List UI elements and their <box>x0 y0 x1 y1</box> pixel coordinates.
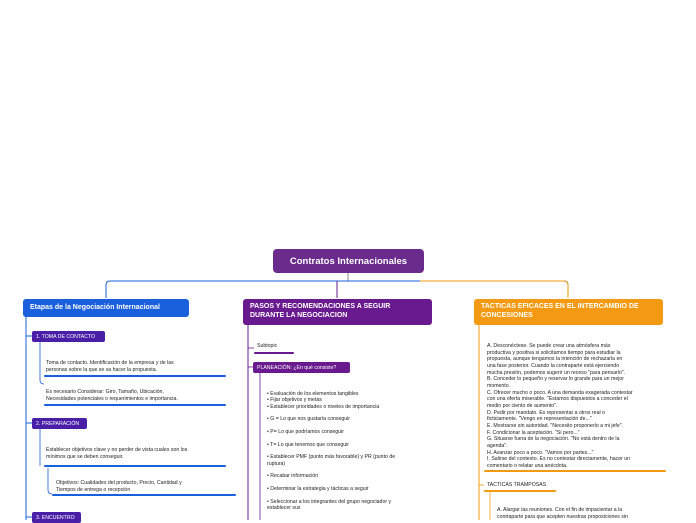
text-line: A. Alargar las reuniones. Con el fin de impacientar a la <box>497 507 623 513</box>
text-line: I. Salirse del contexto. Es no contestar directamente, hacer un <box>487 456 631 463</box>
underline-bar <box>52 494 236 496</box>
text-line: propuesta, aunque tengamos la intención de rechazarla en <box>487 356 623 363</box>
text-line: • Establecer PMF (punto más favorable) y PR (punto de <box>267 454 396 461</box>
subtopic-tacticas-tramposas[interactable]: TACTICAS TRAMPOSAS <box>487 482 547 488</box>
text-objetivos-clave <box>46 447 187 461</box>
root-topic[interactable]: Contratos Internacionales <box>273 249 424 273</box>
text-line: C. Ofrecer mucho o poco. A una demanda exagerada contestar <box>487 389 633 396</box>
text-line: mucha presión, podemos sugerir un receso "para pensarlo". <box>487 369 626 376</box>
text-line: Establecer objetivos clave y no perder de vista cuales son los <box>46 447 188 453</box>
text-line: ficticiamente. "Vengo en representación de..." <box>487 416 592 423</box>
subtopic-label[interactable]: Subtopic <box>257 343 278 349</box>
underline-bar <box>254 352 294 354</box>
text-considerar <box>46 389 178 403</box>
tag-preparacion[interactable]: 2. PREPARACIÓN <box>32 418 87 429</box>
text-planeacion <box>267 391 395 512</box>
text-line: G. Situarse fuera de la negociación. "No está dentro de la <box>487 436 620 443</box>
text-line: • Determinar la estrategia y tácticas a seguir <box>267 486 369 493</box>
text-tacticas-eficaces <box>487 343 633 469</box>
text-line: • Fijar objetivos y metas <box>267 397 322 404</box>
text-line: • T= Lo que tenemos que conseguir <box>267 441 350 448</box>
text-line: con una oferta miserable. "Estamos dispuestos a conceder el <box>487 396 628 403</box>
text-line: D. Pedir por mandato. Es representar a otros real o <box>487 409 605 416</box>
branch-tacticas-eficaces[interactable]: TACTICAS EFICACES EN EL INTERCAMBIO DE CONCESIONES <box>474 299 663 325</box>
text-line: • Evaluación de los elementos tangibles <box>267 391 359 397</box>
text-line: mínimos que se deben conseguir. <box>46 453 124 460</box>
text-line: E. Mostrarse sin autoridad. "Necesito proponerlo a mi jefe". <box>487 422 624 429</box>
underline-bar <box>44 465 226 467</box>
text-line: B. Conceder lo pequeño y reservar lo grande para un mejor <box>487 376 624 383</box>
text-line: medio por ciento de aumento". <box>487 402 558 409</box>
underline-bar <box>484 490 556 492</box>
text-line: agenda". <box>487 442 508 449</box>
text-line: Es necesario Considerar: Giro, Tamaño, Ubicación, <box>46 389 164 395</box>
text-line: productiva y positiva si solicitamos tiempo para estudiar la <box>487 349 621 356</box>
text-line: H. Avanzar poco a poco. "Vamos por partes..." <box>487 449 594 456</box>
text-objetivos-cualidades <box>56 480 182 494</box>
underline-bar <box>44 404 226 406</box>
text-line: Tiempos de entrega o recepción <box>56 486 131 493</box>
text-line: F. Condicionar la aceptación. "Si pero..." <box>487 429 580 436</box>
text-line: Toma de contacto. Identificación de la empresa y de las <box>46 360 174 366</box>
underline-bar <box>484 470 666 472</box>
tag-planeacion[interactable]: PLANEACIÓN: ¿En qué consiste? <box>253 362 350 373</box>
tag-encuentro[interactable]: 3. ENCUENTRO <box>32 512 81 523</box>
text-line: • Recabar información <box>267 473 319 480</box>
branch-etapas-negociacion[interactable]: Etapas de la Negociación Internacional <box>23 299 189 317</box>
text-line: contraparte para que acepten nuestras proposiciones sin <box>497 513 628 520</box>
branch-pasos-recomendaciones[interactable]: PASOS Y RECOMENDACIONES A SEGUIR DURANTE LA NEGOCIACION <box>243 299 432 325</box>
text-line: establecer sus <box>267 505 301 512</box>
text-line: ruptura) <box>267 460 286 467</box>
text-line: • G = Lo que nos gustaría conseguir <box>267 416 350 423</box>
tag-toma-de-contacto[interactable]: 1. TOMA DE CONTACTO <box>32 331 105 342</box>
text-line: personas sobre la que se va hacer la propuesta. <box>46 366 158 373</box>
text-line: una fase posterior. Cuando la contraparte está ejerciendo <box>487 362 620 369</box>
text-tacticas-tramposas <box>497 507 628 521</box>
text-line: • P= Lo que podríamos conseguir <box>267 429 344 436</box>
underline-bar <box>44 375 226 377</box>
text-line: • Establecer prioridades o niveles de importancia <box>267 403 380 410</box>
text-toma-de-contacto <box>46 360 174 374</box>
text-line: Objetivos: Cualidades del producto, Precio, Cantidad y <box>56 480 182 486</box>
text-line: A. Desconéctese. Se puede crear una atmósfera más <box>487 343 611 349</box>
text-line: Necesidades potenciales o requerimientos e importancia. <box>46 395 178 402</box>
text-line: • Seleccionar a los integrantes del grupo negociador y <box>267 498 392 505</box>
text-line: momento. <box>487 382 511 389</box>
text-line: comentario o relatar una anécdota. <box>487 462 568 469</box>
